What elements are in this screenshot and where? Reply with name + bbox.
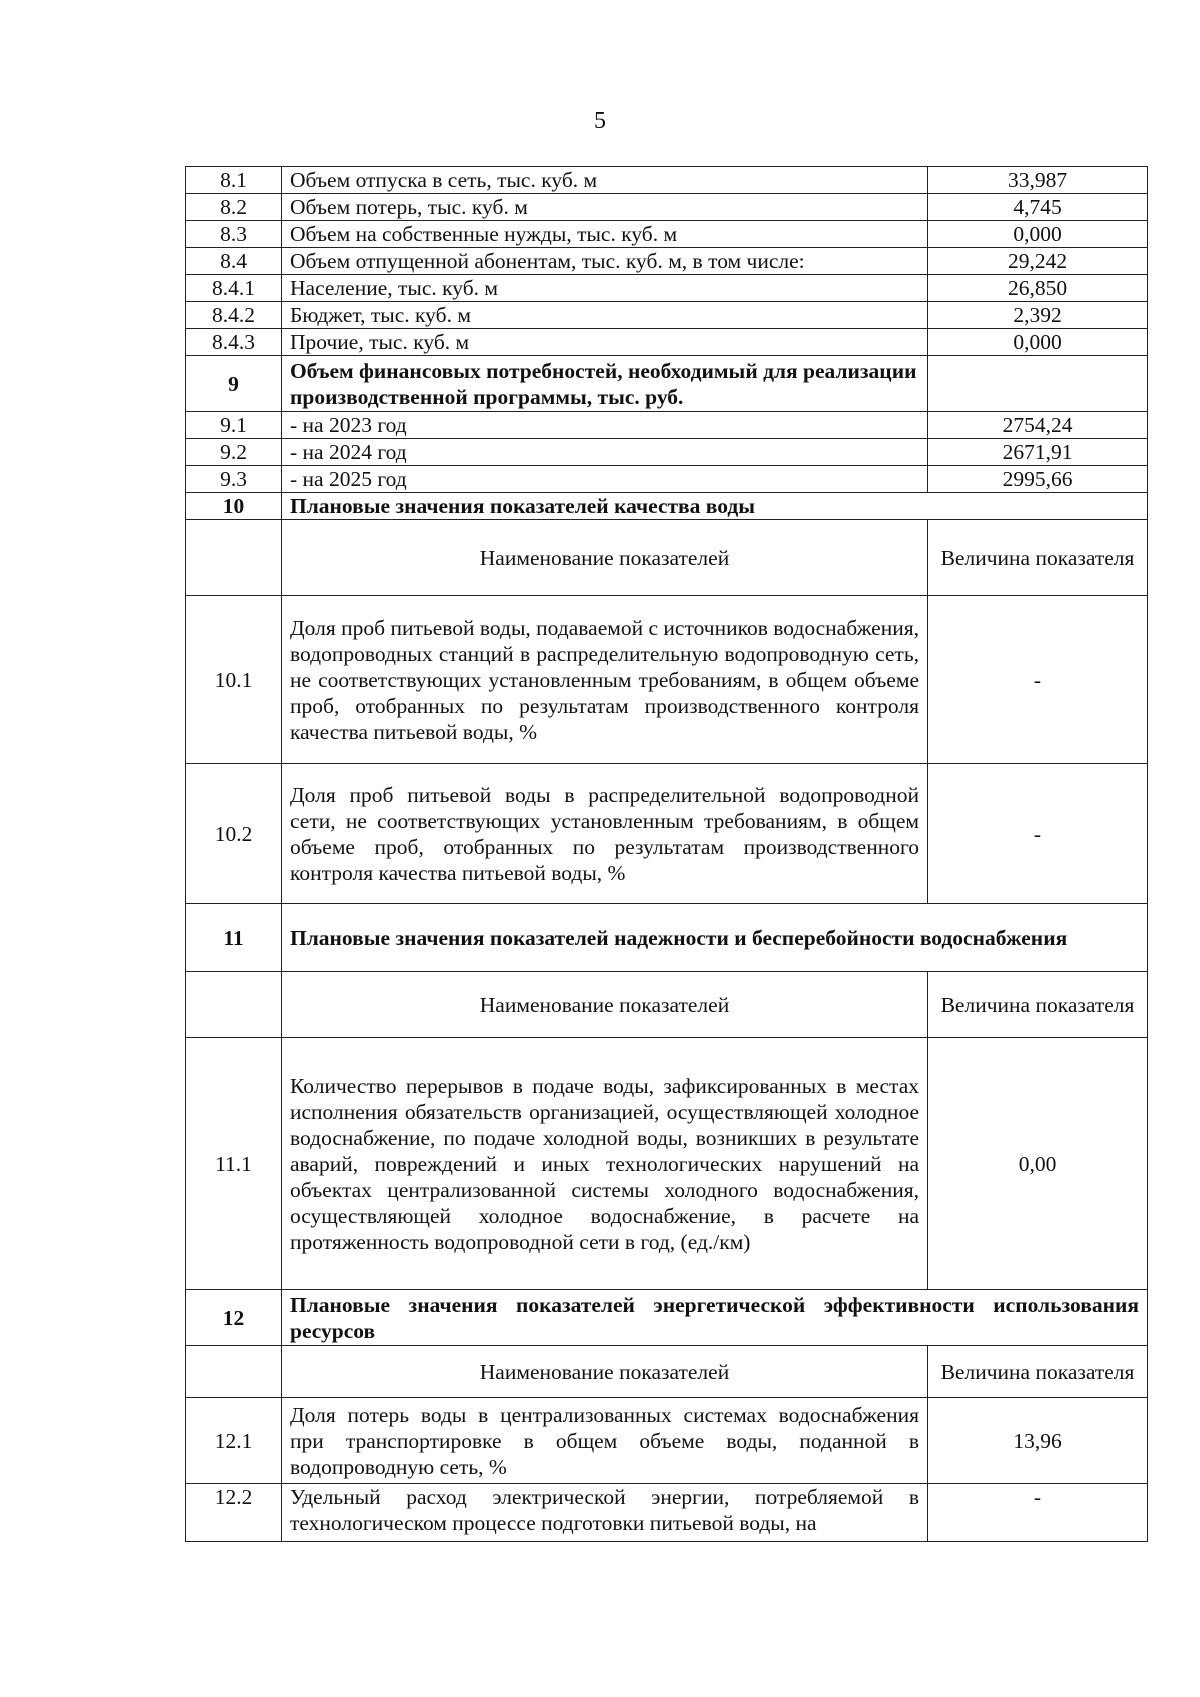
row-number: 9.3 bbox=[186, 466, 282, 493]
empty-cell bbox=[928, 356, 1148, 412]
section-number: 12 bbox=[186, 1290, 282, 1346]
row-value: - bbox=[928, 596, 1148, 764]
header-name: Наименование показателей bbox=[282, 520, 928, 596]
section-title: Плановые значения показателей надежности и бесперебойности водоснабжения bbox=[282, 904, 1148, 972]
row-description: Прочие, тыс. куб. м bbox=[282, 329, 928, 356]
section-title: Плановые значения показателей энергетической эффективности использования ресурсов bbox=[282, 1290, 1148, 1346]
table-row bbox=[186, 1398, 1148, 1484]
indicators-table bbox=[185, 166, 1148, 1542]
row-value: - bbox=[928, 764, 1148, 904]
row-value: 0,000 bbox=[928, 221, 1148, 248]
row-description: Население, тыс. куб. м bbox=[282, 275, 928, 302]
header-value: Величина показателя bbox=[928, 1346, 1148, 1398]
row-value: 13,96 bbox=[928, 1398, 1148, 1484]
section-row bbox=[186, 493, 1148, 520]
row-number: 8.2 bbox=[186, 194, 282, 221]
section-title: Объем финансовых потребностей, необходимый для реализации производственной программы, тыс. руб. bbox=[282, 356, 928, 412]
row-description: - на 2023 год bbox=[282, 412, 928, 439]
row-number: 9.1 bbox=[186, 412, 282, 439]
row-description: Доля проб питьевой воды, подаваемой с источников водоснабжения, водопроводных станций в распределительную водопроводную сеть, не соответствующих установленным требованиям, в общем объеме проб, отобранных по результатам производственного контроля качества питьевой воды, % bbox=[282, 596, 928, 764]
row-number: 12.2 bbox=[186, 1484, 282, 1542]
row-number: 8.4 bbox=[186, 248, 282, 275]
row-description: Доля проб питьевой воды в распределительной водопроводной сети, не соответствующих установленным требованиям, в общем объеме проб, отобранных по результатам производственного контроля качества питьевой воды, % bbox=[282, 764, 928, 904]
row-value: - bbox=[928, 1484, 1148, 1542]
row-description: Объем отпуска в сеть, тыс. куб. м bbox=[282, 167, 928, 194]
row-value: 26,850 bbox=[928, 275, 1148, 302]
header-row bbox=[186, 520, 1148, 596]
table-row bbox=[186, 302, 1148, 329]
empty-cell bbox=[186, 1346, 282, 1398]
row-description: Количество перерывов в подаче воды, зафиксированных в местах исполнения обязательств организацией, осуществляющей холодное водоснабжение, по подаче холодной воды, возникших в результате аварий, повреждений и иных технологических нарушений на объектах централизованной системы холодного водоснабжения, осуществляющей холодное водоснабжение, в расчете на протяженность водопроводной сети в год, (ед./км) bbox=[282, 1038, 928, 1290]
table-row bbox=[186, 248, 1148, 275]
header-name: Наименование показателей bbox=[282, 1346, 928, 1398]
row-value: 33,987 bbox=[928, 167, 1148, 194]
row-number: 10.1 bbox=[186, 596, 282, 764]
table-row bbox=[186, 466, 1148, 493]
row-number: 8.4.1 bbox=[186, 275, 282, 302]
table-row bbox=[186, 329, 1148, 356]
row-description: Доля потерь воды в централизованных системах водоснабжения при транспортировке в общем объеме воды, поданной в водопроводную сеть, % bbox=[282, 1398, 928, 1484]
row-description: Удельный расход электрической энергии, потребляемой в технологическом процессе подготовки питьевой воды, на bbox=[282, 1484, 928, 1542]
header-row bbox=[186, 972, 1148, 1038]
section-row bbox=[186, 356, 1148, 412]
row-number: 8.4.3 bbox=[186, 329, 282, 356]
header-name: Наименование показателей bbox=[282, 972, 928, 1038]
section-title: Плановые значения показателей качества воды bbox=[282, 493, 1148, 520]
empty-cell bbox=[186, 972, 282, 1038]
header-value: Величина показателя bbox=[928, 520, 1148, 596]
header-value: Величина показателя bbox=[928, 972, 1148, 1038]
row-number: 8.4.2 bbox=[186, 302, 282, 329]
section-number: 9 bbox=[186, 356, 282, 412]
table-row bbox=[186, 194, 1148, 221]
row-description: Объем потерь, тыс. куб. м bbox=[282, 194, 928, 221]
table-row bbox=[186, 167, 1148, 194]
row-number: 10.2 bbox=[186, 764, 282, 904]
section-row bbox=[186, 904, 1148, 972]
row-value: 2671,91 bbox=[928, 439, 1148, 466]
row-number: 8.1 bbox=[186, 167, 282, 194]
table-row bbox=[186, 412, 1148, 439]
row-value: 0,00 bbox=[928, 1038, 1148, 1290]
row-description: - на 2024 год bbox=[282, 439, 928, 466]
page-number: 5 bbox=[594, 108, 606, 134]
section-number: 10 bbox=[186, 493, 282, 520]
table-row bbox=[186, 221, 1148, 248]
row-number: 12.1 bbox=[186, 1398, 282, 1484]
table-row bbox=[186, 275, 1148, 302]
section-row bbox=[186, 1290, 1148, 1346]
row-description: Объем на собственные нужды, тыс. куб. м bbox=[282, 221, 928, 248]
table-row bbox=[186, 596, 1148, 764]
section-number: 11 bbox=[186, 904, 282, 972]
row-number: 9.2 bbox=[186, 439, 282, 466]
table-row bbox=[186, 764, 1148, 904]
row-value: 4,745 bbox=[928, 194, 1148, 221]
table-row bbox=[186, 1038, 1148, 1290]
row-description: Объем отпущенной абонентам, тыс. куб. м, в том числе: bbox=[282, 248, 928, 275]
table-row bbox=[186, 1484, 1148, 1542]
header-row bbox=[186, 1346, 1148, 1398]
row-value: 29,242 bbox=[928, 248, 1148, 275]
row-value: 2754,24 bbox=[928, 412, 1148, 439]
row-value: 2,392 bbox=[928, 302, 1148, 329]
row-value: 2995,66 bbox=[928, 466, 1148, 493]
empty-cell bbox=[186, 520, 282, 596]
row-number: 8.3 bbox=[186, 221, 282, 248]
row-description: Бюджет, тыс. куб. м bbox=[282, 302, 928, 329]
row-number: 11.1 bbox=[186, 1038, 282, 1290]
row-value: 0,000 bbox=[928, 329, 1148, 356]
row-description: - на 2025 год bbox=[282, 466, 928, 493]
table-row bbox=[186, 439, 1148, 466]
